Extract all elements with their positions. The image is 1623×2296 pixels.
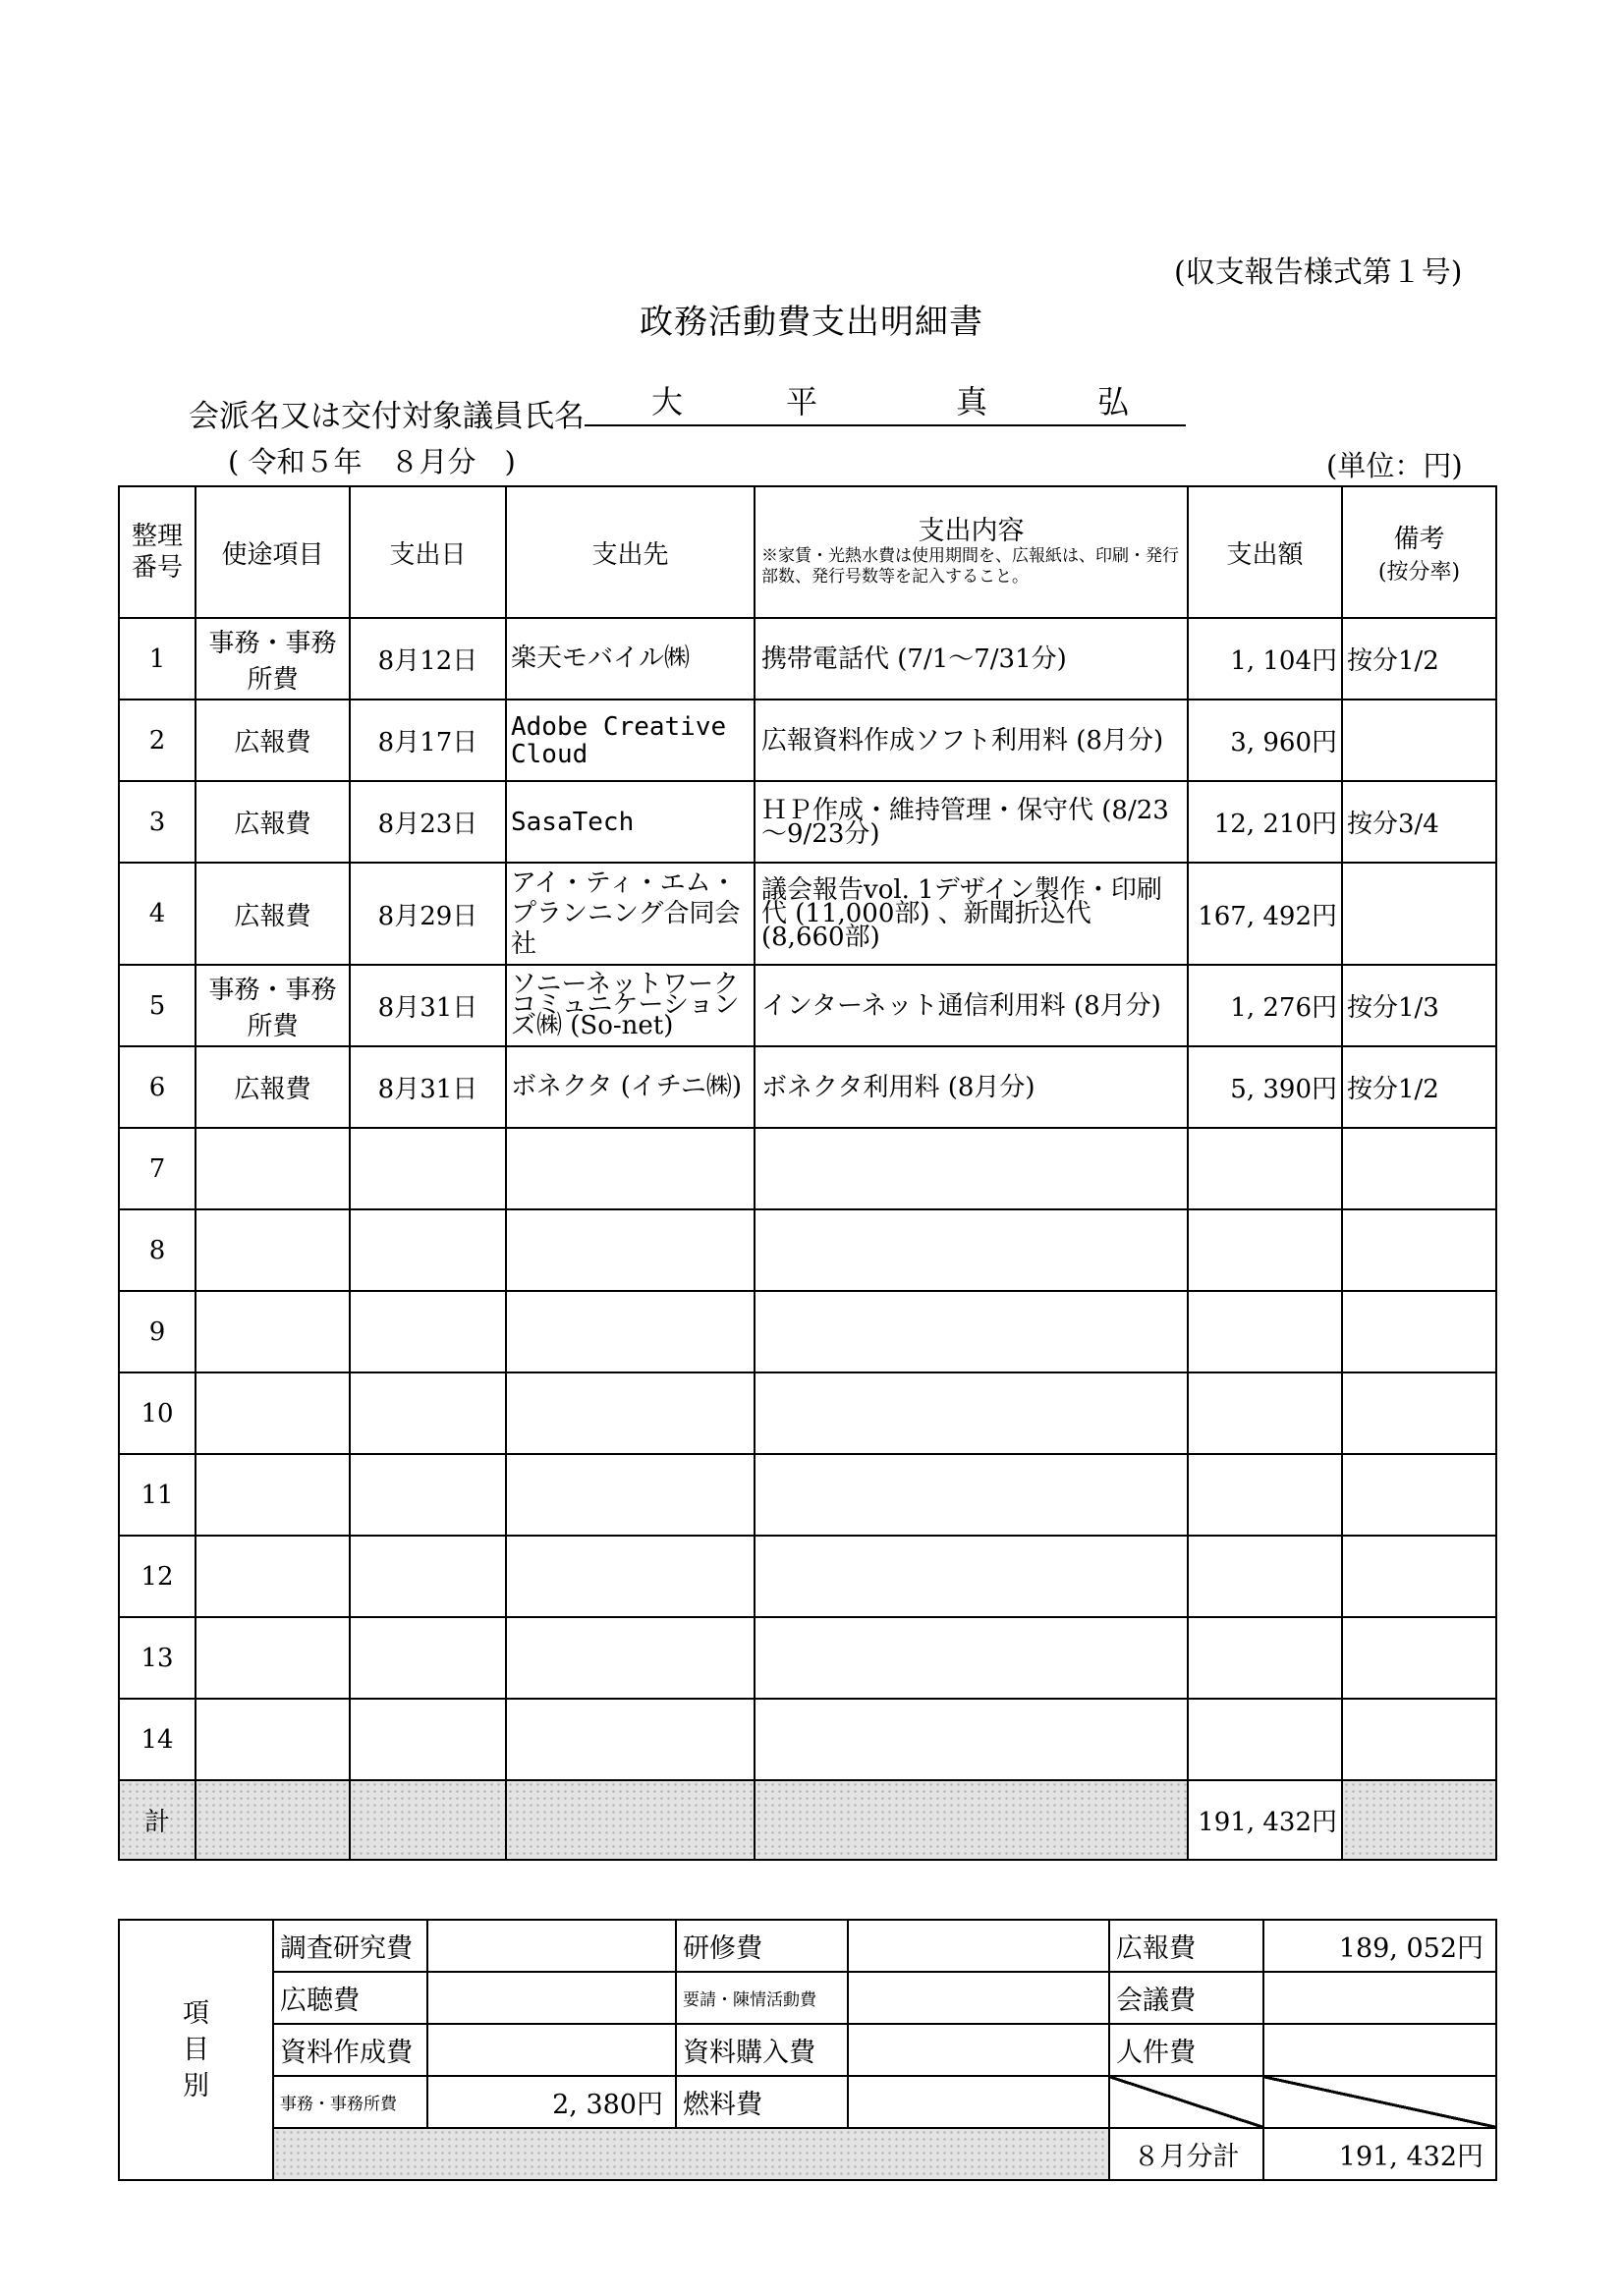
row-date: 8月23日 <box>350 781 506 863</box>
header-content <box>755 486 1188 618</box>
row-note: 按分1/3 <box>1342 965 1496 1046</box>
meeting-label: 会議費 <box>1109 1972 1263 2024</box>
row-note: 按分3/4 <box>1342 781 1496 863</box>
row-number: 13 <box>119 1617 196 1699</box>
office-label: 事務・事務所費 <box>273 2076 427 2128</box>
row-number: 11 <box>119 1454 196 1536</box>
fuel-label: 燃料費 <box>676 2076 848 2128</box>
petition-value <box>848 1972 1109 2024</box>
row-use: 事務・事務所費 <box>196 618 350 700</box>
header-note-sub: (按分率) <box>1377 560 1461 585</box>
row-amount: 1, 276円 <box>1188 965 1342 1046</box>
row-content: ボネクタ利用料 (8月分) <box>755 1046 1188 1128</box>
row-payee: アイ・ティ・エム・プランニング合同会社 <box>506 863 755 965</box>
category-row <box>119 1920 1496 1972</box>
total-amount: 191, 432円 <box>1188 1780 1342 1860</box>
owner-name-char: 大 <box>651 383 684 420</box>
row-use: 広報費 <box>196 781 350 863</box>
office-value: 2, 380円 <box>427 2076 676 2128</box>
row-amount: 12, 210円 <box>1188 781 1342 863</box>
header-date: 支出日 <box>350 486 506 618</box>
row-content: 議会報告vol. 1デザイン製作・印刷代 (11,000部) 、新聞折込代 (8,660部) <box>755 863 1188 965</box>
personnel-label: 人件費 <box>1109 2024 1263 2076</box>
category-row <box>119 2024 1496 2076</box>
owner-name-field <box>585 383 1186 426</box>
row-note: 按分1/2 <box>1342 1046 1496 1128</box>
purchase-label: 資料購入費 <box>676 2024 848 2076</box>
row-payee: 楽天モバイル㈱ <box>506 618 755 700</box>
row-date: 8月12日 <box>350 618 506 700</box>
row-number: 10 <box>119 1372 196 1454</box>
month-total-value: 191, 432円 <box>1263 2128 1496 2180</box>
row-number: 8 <box>119 1209 196 1291</box>
table-row <box>119 965 1496 1046</box>
petition-label: 要請・陳情活動費 <box>676 1972 848 2024</box>
unit-label: (単位：円) <box>1326 449 1463 482</box>
pr-label: 広報費 <box>1109 1920 1263 1972</box>
hearing-label: 広聴費 <box>273 1972 427 2024</box>
row-date: 8月31日 <box>350 965 506 1046</box>
total-row <box>119 1780 1496 1860</box>
header-note <box>1342 486 1496 618</box>
table-row <box>119 618 1496 700</box>
table-row <box>119 700 1496 781</box>
category-summary-table <box>118 1919 1497 2181</box>
expense-table <box>118 485 1497 1861</box>
row-number: 2 <box>119 700 196 781</box>
row-date: 8月17日 <box>350 700 506 781</box>
row-use: 広報費 <box>196 1046 350 1128</box>
table-row <box>119 781 1496 863</box>
table-row-empty <box>119 1128 1496 1209</box>
owner-name-char: 平 <box>786 383 818 420</box>
table-row-empty <box>119 1536 1496 1617</box>
row-content: 広報資料作成ソフト利用料 (8月分) <box>755 700 1188 781</box>
meeting-value <box>1263 1972 1496 2024</box>
row-content: 携帯電話代 (7/1～7/31分) <box>755 618 1188 700</box>
table-row-empty <box>119 1699 1496 1780</box>
row-amount: 3, 960円 <box>1188 700 1342 781</box>
purchase-value <box>848 2024 1109 2076</box>
struck-cell <box>1263 2076 1496 2128</box>
research-value <box>427 1920 676 1972</box>
materials-label: 資料作成費 <box>273 2024 427 2076</box>
row-use: 広報費 <box>196 700 350 781</box>
fuel-value <box>848 2076 1109 2128</box>
row-use: 事務・事務所費 <box>196 965 350 1046</box>
table-row-empty <box>119 1291 1496 1372</box>
total-label: 計 <box>119 1780 196 1860</box>
hearing-value <box>427 1972 676 2024</box>
row-content: インターネット通信利用料 (8月分) <box>755 965 1188 1046</box>
header-amount: 支出額 <box>1188 486 1342 618</box>
row-amount: 5, 390円 <box>1188 1046 1342 1128</box>
row-date: 8月31日 <box>350 1046 506 1128</box>
table-row-empty <box>119 1454 1496 1536</box>
owner-name-char: 真 <box>956 383 988 420</box>
table-row-empty <box>119 1617 1496 1699</box>
row-content: ＨＰ作成・維持管理・保守代 (8/23～9/23分) <box>755 781 1188 863</box>
table-row <box>119 1046 1496 1128</box>
row-amount: 167, 492円 <box>1188 863 1342 965</box>
row-note <box>1342 863 1496 965</box>
header-content-title: 支出内容 <box>918 516 1025 546</box>
table-row <box>119 863 1496 965</box>
row-payee: ソニーネットワークコミュニケーションズ㈱ (So-net) <box>506 965 755 1046</box>
row-number: 5 <box>119 965 196 1046</box>
row-number: 6 <box>119 1046 196 1128</box>
month-total-row <box>119 2128 1496 2180</box>
reporting-period: ( 令和５年 ８月分 ) <box>228 445 516 478</box>
table-header-row <box>119 486 1496 618</box>
row-number: 3 <box>119 781 196 863</box>
row-number: 14 <box>119 1699 196 1780</box>
training-label: 研修費 <box>676 1920 848 1972</box>
struck-cell <box>1109 2076 1263 2128</box>
research-label: 調査研究費 <box>273 1920 427 1972</box>
row-note <box>1342 700 1496 781</box>
category-side-label: 項 目 別 <box>119 1920 273 2180</box>
form-number: (収支報告様式第１号) <box>1174 255 1463 290</box>
header-note-title: 備考 <box>1393 525 1445 554</box>
category-row <box>119 2076 1496 2128</box>
header-payee: 支出先 <box>506 486 755 618</box>
table-row-empty <box>119 1209 1496 1291</box>
row-payee: Adobe Creative Cloud <box>506 700 755 781</box>
row-number: 9 <box>119 1291 196 1372</box>
row-date: 8月29日 <box>350 863 506 965</box>
owner-label: 会派名又は交付対象議員氏名 <box>189 399 585 434</box>
row-use: 広報費 <box>196 863 350 965</box>
row-note: 按分1/2 <box>1342 618 1496 700</box>
row-payee: SasaTech <box>506 781 755 863</box>
table-row-empty <box>119 1372 1496 1454</box>
row-number: 12 <box>119 1536 196 1617</box>
row-amount: 1, 104円 <box>1188 618 1342 700</box>
header-no: 整理番号 <box>119 486 196 618</box>
row-number: 7 <box>119 1128 196 1209</box>
row-number: 1 <box>119 618 196 700</box>
row-number: 4 <box>119 863 196 965</box>
document-title: 政務活動費支出明細書 <box>640 303 983 342</box>
personnel-value <box>1263 2024 1496 2076</box>
owner-name-char: 弘 <box>1097 383 1130 420</box>
month-total-label: ８月分計 <box>1109 2128 1263 2180</box>
category-row <box>119 1972 1496 2024</box>
training-value <box>848 1920 1109 1972</box>
row-payee: ボネクタ (イチニ㈱) <box>506 1046 755 1128</box>
header-content-note: ※家賃・光熱水費は使用期間を、広報紙は、印刷・発行部数、発行号数等を記入すること。 <box>761 546 1179 587</box>
pr-value: 189, 052円 <box>1263 1920 1496 1972</box>
header-use: 使途項目 <box>196 486 350 618</box>
materials-value <box>427 2024 676 2076</box>
